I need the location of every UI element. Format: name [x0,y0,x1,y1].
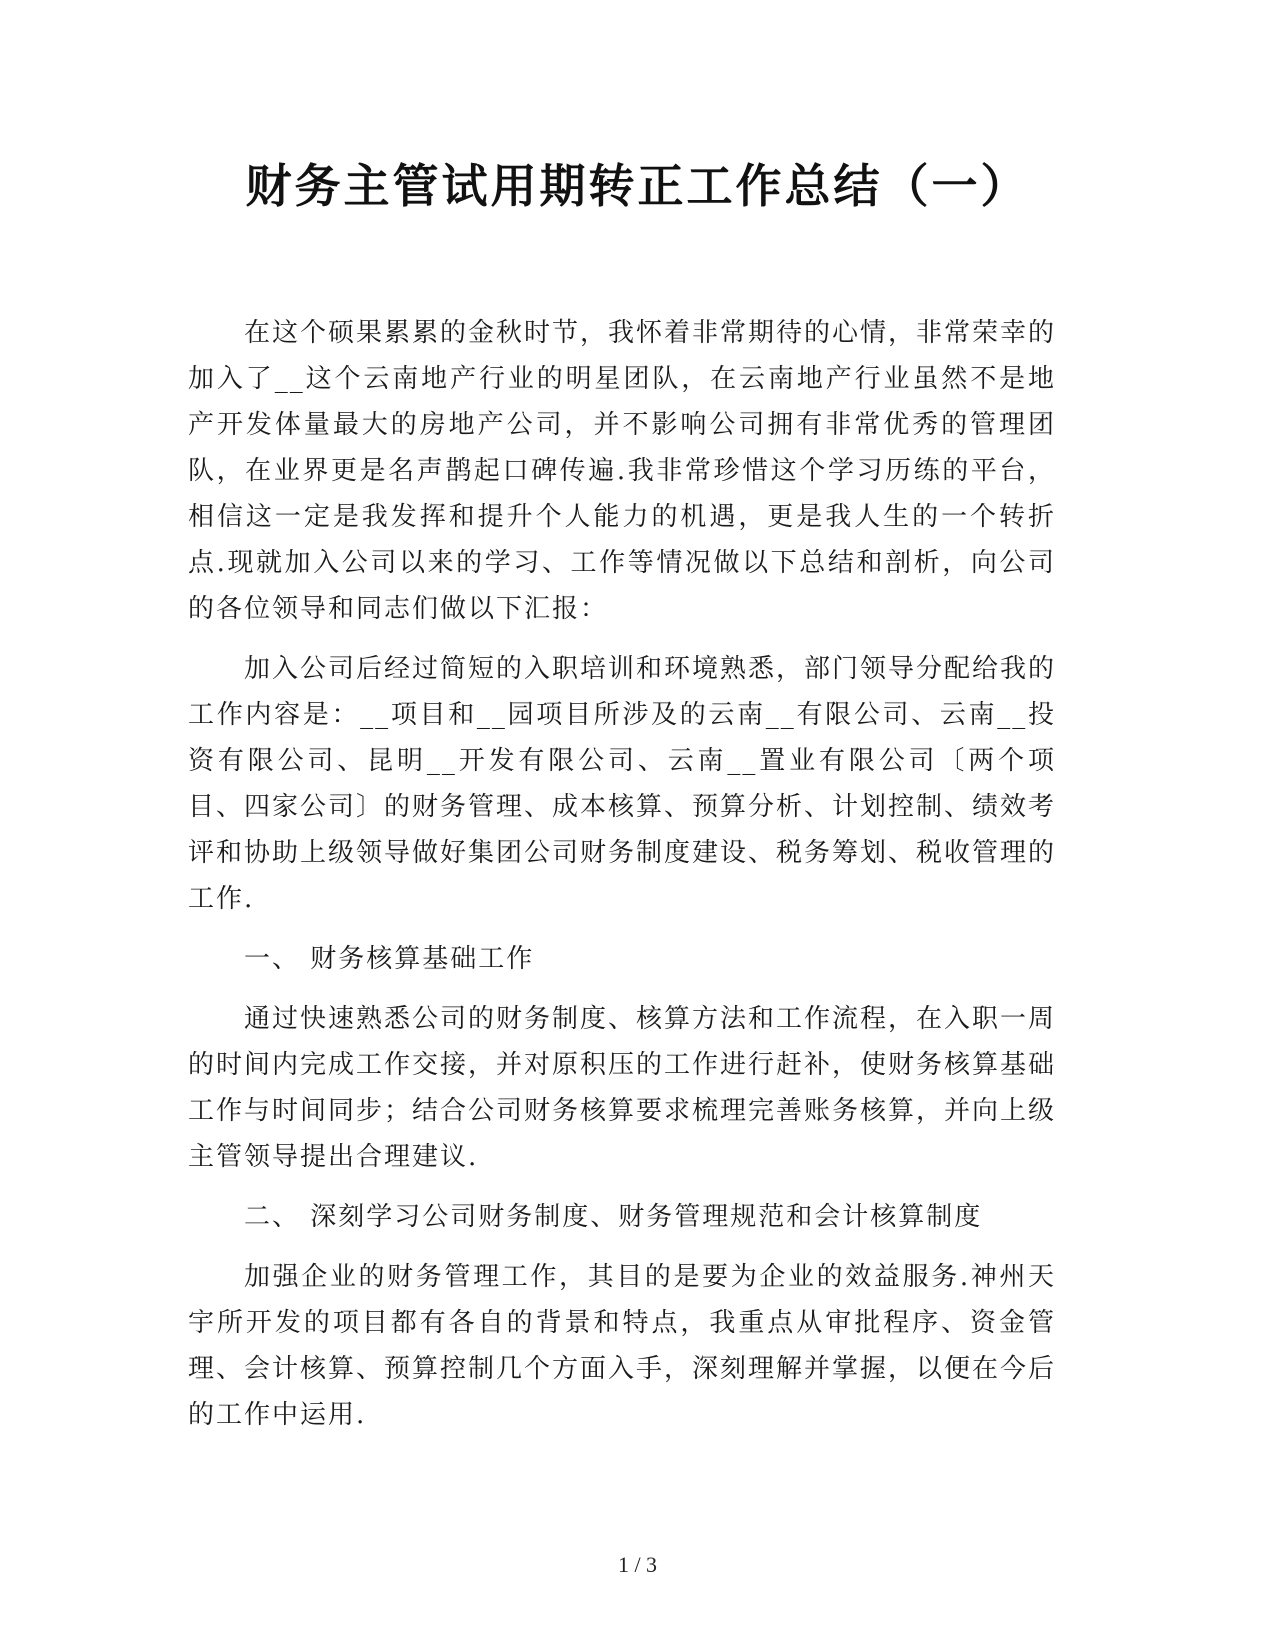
section-heading-1: 一、 财务核算基础工作 [244,944,535,974]
page-number: 1 / 3 [617,1552,658,1577]
section-paragraph-2: 加强企业的财务管理工作，其目的是要为企业的效益服务.神州天宇所开发的项目都有各自的背景和特点，我重点从审批程序、资金管理、会计核算、预算控制几个方面入手，深刻理解并掌握，以便在今后的工作中运用. [188,1262,1057,1430]
section-paragraph-1: 通过快速熟悉公司的财务制度、核算方法和工作流程，在入职一周的时间内完成工作交接，并对原积压的工作进行赶补，使财务核算基础工作与时间同步；结合公司财务核算要求梳理完善账务核算，并向上级主管领导提出合理建议. [188,1004,1057,1172]
work-assignment-paragraph: 加入公司后经过简短的入职培训和环境熟悉，部门领导分配给我的工作内容是：__项目和__园项目所涉及的云南__有限公司、云南__投资有限公司、昆明__开发有限公司、云南__置业有限公司〔两个项目、四家公司〕的财务管理、成本核算、预算分析、计划控制、绩效考评和协助上级领导做好集团公司财务制度建设、税务筹划、税收管理的工作. [188,654,1057,914]
document-title: 财务主管试用期转正工作总结（一） [245,159,1030,213]
intro-paragraph: 在这个硕果累累的金秋时节，我怀着非常期待的心情，非常荣幸的加入了__这个云南地产行业的明星团队，在云南地产行业虽然不是地产开发体量最大的房地产公司，并不影响公司拥有非常优秀的管理团队，在业界更是名声鹊起口碑传遍.我非常珍惜这个学习历练的平台，相信这一定是我发挥和提升个人能力的机遇，更是我人生的一个转折点.现就加入公司以来的学习、工作等情况做以下总结和剖析，向公司的各位领导和同志们做以下汇报： [188,318,1057,624]
section-heading-2: 二、 深刻学习公司财务制度、财务管理规范和会计核算制度 [244,1202,983,1232]
document-body [188,310,1056,1452]
